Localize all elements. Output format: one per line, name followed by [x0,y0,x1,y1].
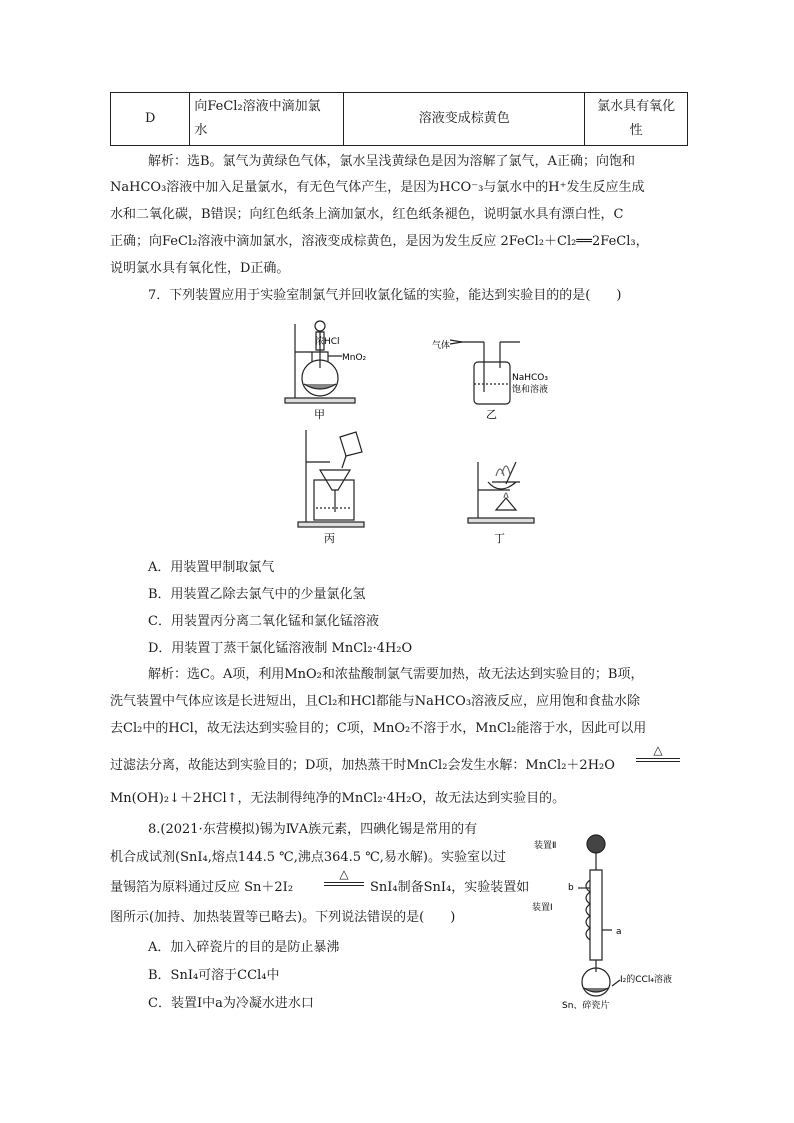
q7-option-c: C．用装置丙分离二氧化锰和氯化锰溶液 [148,614,379,629]
heat-symbol: △ [339,867,349,881]
q7-option-b: B．用装置乙除去氯气中的少量氯化氢 [148,587,366,602]
label-a: a [616,927,622,937]
table-cell-phenomenon: 溶液变成棕黄色 [344,93,585,146]
q7-analysis-line: 过滤法分离，故能达到实验目的；D项，加热蒸干时MnCl₂会发生水解：MnCl₂＋2H₂O [110,758,615,773]
operation-line-2: 水 [194,123,208,138]
conclusion-line-2: 性 [629,123,643,138]
label-conc-hcl: 浓HCl [315,337,340,347]
q8-line: 8.(2021·东营模拟)锡为ⅣA族元素，四碘化锡是常用的有 [148,822,478,837]
q8-option-a: A．加入碎瓷片的目的是防止暴沸 [148,940,340,955]
apparatus-bing [298,430,364,527]
caption-jia: 甲 [314,408,325,421]
table-cell-operation [190,93,344,146]
label-mno2: MnO₂ [342,353,367,363]
label-sn-chips: Sn、碎瓷片 [562,1001,610,1011]
analysis6-line: NaHCO₃溶液中加入足量氯水，有无色气体产生，是因为HCO⁻₃与氯水中的H⁺发生反应生成 [110,180,645,195]
table-cell-option: D [111,93,190,146]
q7-option-d: D．用装置丁蒸干氯化锰溶液制 MnCl₂·4H₂O [148,641,413,656]
label-device2: 装置Ⅱ [534,841,557,851]
label-device1: 装置Ⅰ [532,903,553,913]
q8-line: 量锡箔为原料通过反应 Sn＋2I₂ [110,880,294,895]
q8-line-cont: SnI₄制备SnI₄，实验装置如 [370,880,530,895]
q7-apparatus-figure [270,312,550,552]
q7-analysis-line: 解析：选C。A项，利用MnO₂和浓盐酸制氯气需要加热，故无法达到实验目的；B项， [148,667,644,682]
q8-option-c: C．装置Ⅰ中a为冷凝水进水口 [148,996,314,1011]
heat-arrow-q8 [324,868,364,886]
q7-analysis-line: 洗气装置中气体应该是长进短出，且Cl₂和HCl都能与NaHCO₃溶液反应，应用饱和食盐水除 [110,694,641,709]
q8-option-b: B．SnI₄可溶于CCl₄中 [148,968,280,983]
analysis6-line: 说明氯水具有氧化性，D正确。 [110,261,290,276]
analysis6-line: 解析：选B。氯气为黄绿色气体，氯水呈浅黄绿色是因为溶解了氯气，A正确；向饱和 [148,154,635,169]
conclusion-line-1: 氯水具有氧化 [597,99,676,114]
answer-table [110,92,688,146]
caption-yi: 乙 [486,408,497,421]
analysis6-line: 水和二氧化碳，B错误；向红色纸条上滴加氯水，红色纸条褪色，说明氯水具有漂白性，C [110,207,624,222]
analysis6-line: 正确；向FeCl₂溶液中滴加氯水，溶液变成棕黄色，是因为发生反应 2FeCl₂＋Cl₂══2FeCl₃， [110,234,649,249]
table-cell-conclusion [585,93,688,146]
caption-bing: 丙 [324,532,335,545]
caption-ding: 丁 [494,532,505,545]
q8-line: 图所示(加持、加热装置等已略去)。下列说法错误的是( ) [110,910,456,925]
apparatus-yi [450,340,520,404]
label-gas: 气体 [432,341,451,351]
q7-stem: 7．下列装置应用于实验室制氯气并回收氯化锰的实验，能达到实验目的的是( ) [148,288,622,303]
label-i2-solution: I₂的CCl₄溶液 [620,975,672,985]
heat-arrow-q7 [636,744,680,762]
operation-line-1: 向FeCl₂溶液中滴加氯 [194,99,321,114]
q7-analysis-line: Mn(OH)₂↓＋2HCl↑，无法制得纯净的MnCl₂·4H₂O，故无法达到实验目的。 [110,791,566,806]
q8-line: 机合成试剂(SnI₄,熔点144.5 ℃,沸点364.5 ℃,易水解)。实验室以过 [110,850,506,865]
apparatus-ding [468,462,534,523]
heat-symbol: △ [653,743,663,757]
label-saturated: 饱和溶液 [512,385,549,395]
label-b: b [568,883,574,893]
q7-analysis-line: 去Cl₂中的HCl，故无法达到实验目的；C项，MnO₂不溶于水，MnCl₂能溶于水，因此可以用 [110,721,647,736]
q8-apparatus-figure [528,830,688,1015]
q7-option-a: A．用装置甲制取氯气 [148,560,275,575]
table-row [111,93,688,146]
label-nahco3: NaHCO₃ [512,373,548,383]
